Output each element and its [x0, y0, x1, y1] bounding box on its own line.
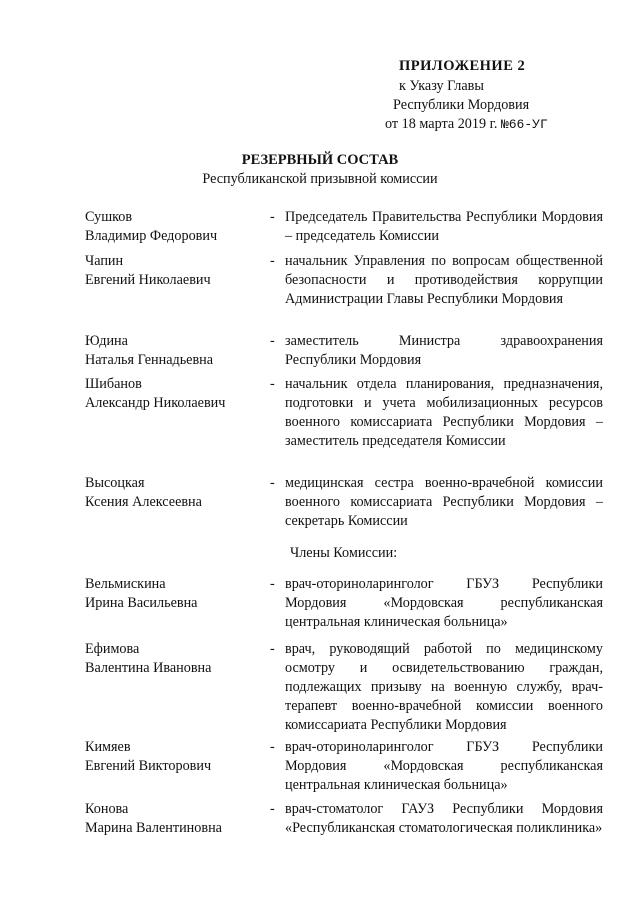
separator-dash: -: [270, 739, 275, 755]
separator-dash: -: [270, 209, 275, 225]
member-given-name: Владимир Федорович: [85, 228, 218, 244]
member-name: [85, 332, 265, 370]
member-surname: Вельмискина: [85, 576, 166, 592]
member-given-name: Ксения Алексеевна: [85, 494, 202, 510]
document-title: РЕЗЕРВНЫЙ СОСТАВ: [241, 152, 399, 168]
member-name: [85, 640, 265, 678]
member-surname: Шибанов: [85, 376, 142, 392]
member-role: врач-стоматолог ГАУЗ Республики Мордовия «Республиканская стоматологическая поликлиника»: [285, 801, 603, 836]
member-role: врач, руководящий работой по медицинскому осмотру и освидетельствованию граждан, подлежащих призыву на военную службу, врач-терапевт военно-врачебной комиссии военного комиссариата Республики Мордовия: [285, 641, 603, 733]
separator-dash: -: [270, 475, 275, 491]
member-surname: Кимяев: [85, 739, 131, 755]
member-given-name: Валентина Ивановна: [85, 660, 212, 676]
member-surname: Сушков: [85, 209, 133, 225]
member-given-name: Марина Валентиновна: [85, 820, 222, 836]
member-given-name: Евгений Николаевич: [85, 272, 211, 288]
appendix-date: от 18 марта 2019 г.: [385, 116, 498, 132]
appendix-date-line: [385, 115, 585, 134]
appendix-number: №66-УГ: [500, 117, 548, 132]
members-heading: Члены Комиссии:: [290, 545, 398, 561]
member-role: начальник Управления по вопросам общественной безопасности и противодействия коррупции Администрации Главы Республики Мордовия: [285, 253, 603, 307]
separator-dash: -: [270, 641, 275, 657]
member-given-name: Евгений Викторович: [85, 758, 212, 774]
member-name: [85, 375, 265, 413]
member-given-name: Наталья Геннадьевна: [85, 352, 214, 368]
separator-dash: -: [270, 576, 275, 592]
separator-dash: -: [270, 333, 275, 349]
member-given-name: Ирина Васильевна: [85, 595, 198, 611]
member-role: врач-оториноларинголог ГБУЗ Республики Мордовия «Мордовская республиканская центральная клиническая больница»: [285, 576, 603, 630]
appendix-title: ПРИЛОЖЕНИЕ 2: [399, 58, 526, 74]
document-subtitle: Республиканской призывной комиссии: [202, 171, 438, 187]
member-surname: Юдина: [85, 333, 128, 349]
member-role: Председатель Правительства Республики Мордовия – председатель Комиссии: [285, 209, 603, 244]
appendix-republic-line: Республики Мордовия: [393, 97, 530, 113]
member-surname: Ефимова: [85, 641, 140, 657]
member-name: [85, 738, 265, 776]
member-surname: Конова: [85, 801, 129, 817]
appendix-block: [385, 58, 585, 134]
separator-dash: -: [270, 253, 275, 269]
member-role: медицинская сестра военно-врачебной комиссии военного комиссариата Республики Мордовия – секретарь Комиссии: [285, 475, 603, 529]
member-surname: Чапин: [85, 253, 124, 269]
member-name: [85, 252, 265, 290]
member-role: врач-оториноларинголог ГБУЗ Республики Мордовия «Мордовская республиканская центральная клиническая больница»: [285, 739, 603, 793]
member-surname: Высоцкая: [85, 475, 145, 491]
member-name: [85, 474, 265, 512]
member-role: начальник отдела планирования, предназначения, подготовки и учета мобилизационных ресурсов военного комиссариата Республики Мордовия – заместитель председателя Комиссии: [285, 376, 603, 449]
member-name: [85, 800, 265, 838]
separator-dash: -: [270, 376, 275, 392]
member-name: [85, 575, 265, 613]
member-name: [85, 208, 265, 246]
member-given-name: Александр Николаевич: [85, 395, 226, 411]
appendix-decree-line: к Указу Главы: [399, 78, 484, 94]
member-role: заместитель Министра здравоохранения Республики Мордовия: [285, 333, 603, 368]
separator-dash: -: [270, 801, 275, 817]
